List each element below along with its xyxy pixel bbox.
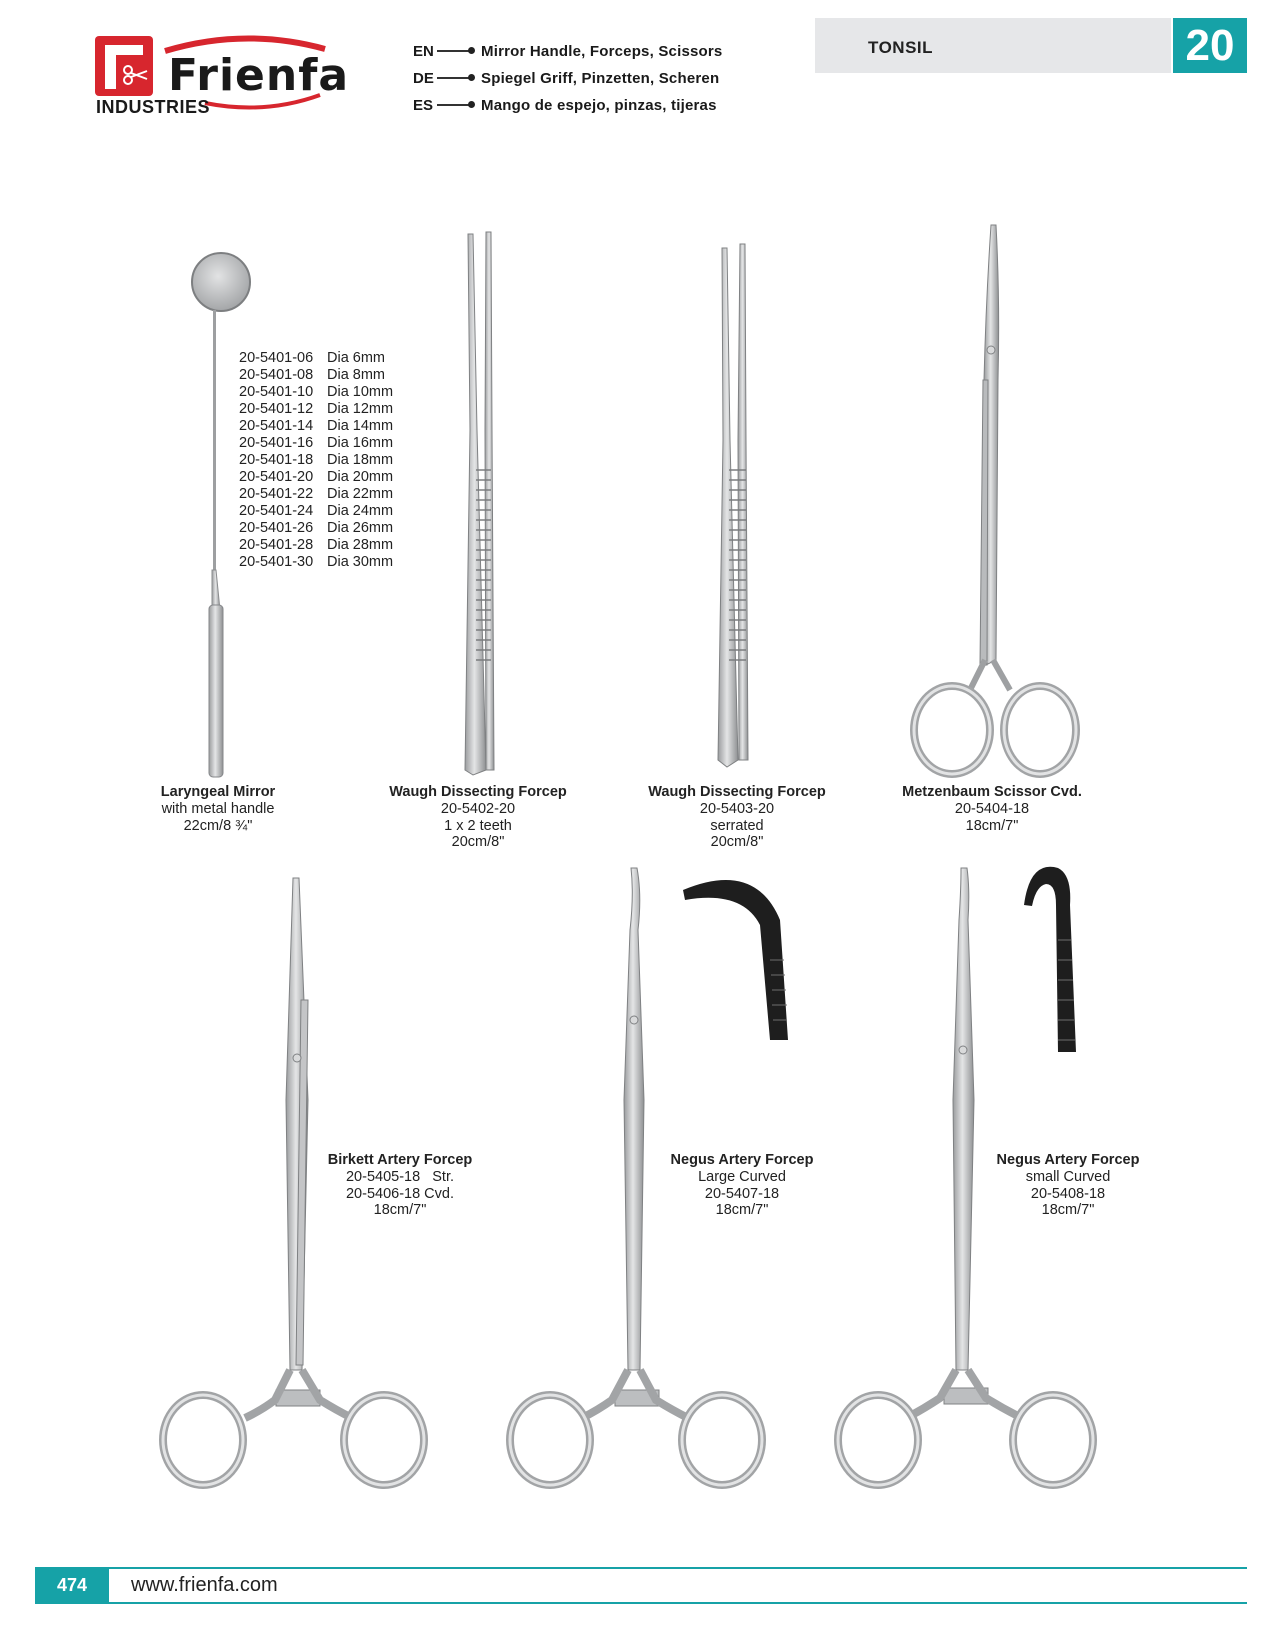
item-diameter: Dia 6mm bbox=[327, 350, 386, 366]
caption-waugh-forcep-teeth bbox=[358, 784, 598, 851]
item-code: 20-5401-20 bbox=[239, 469, 314, 485]
code-row bbox=[239, 384, 393, 401]
item-code: 20-5401-16 bbox=[239, 435, 314, 451]
item-diameter: Dia 8mm bbox=[327, 367, 386, 383]
item-diameter: Dia 24mm bbox=[327, 503, 394, 519]
code-row bbox=[239, 503, 393, 520]
product-detail: small Curved bbox=[1025, 1168, 1111, 1185]
language-description: Spiegel Griff, Pinzetten, Scheren bbox=[481, 69, 720, 87]
item-code: 20-5401-08 bbox=[239, 367, 314, 383]
section-title: TONSIL bbox=[868, 38, 934, 57]
brand-subtitle: INDUSTRIES bbox=[96, 97, 211, 117]
product-code: 20-5408-18 bbox=[1030, 1185, 1106, 1202]
item-diameter: Dia 22mm bbox=[327, 486, 394, 502]
language-description: Mirror Handle, Forceps, Scissors bbox=[481, 42, 723, 60]
product-detail: 22cm/8 ¾" bbox=[183, 817, 253, 834]
product-title: Negus Artery Forcep bbox=[996, 1152, 1140, 1168]
product-size: 18cm/7" bbox=[373, 1202, 427, 1219]
item-diameter: Dia 20mm bbox=[327, 469, 394, 485]
item-code: 20-5401-10 bbox=[239, 384, 314, 400]
item-code: 20-5401-24 bbox=[239, 503, 314, 519]
product-code: 20-5405-18 Str. bbox=[345, 1168, 454, 1185]
product-detail: Large Curved bbox=[698, 1168, 786, 1185]
item-diameter: Dia 30mm bbox=[327, 554, 394, 570]
code-row bbox=[239, 401, 393, 418]
product-size: 18cm/7" bbox=[1041, 1202, 1095, 1219]
code-row bbox=[239, 537, 393, 554]
footer-rule-bottom bbox=[35, 1602, 1247, 1604]
item-code: 20-5401-30 bbox=[239, 554, 314, 570]
product-code: 20-5407-18 bbox=[704, 1185, 780, 1202]
footer-rule-top bbox=[35, 1567, 1247, 1569]
caption-waugh-forcep-serrated bbox=[617, 784, 857, 851]
product-detail: 1 x 2 teeth bbox=[444, 817, 512, 834]
mirror-code-list bbox=[239, 350, 393, 571]
code-row bbox=[239, 520, 393, 537]
item-diameter: Dia 10mm bbox=[327, 384, 394, 400]
language-code: DE bbox=[413, 69, 434, 87]
item-code: 20-5401-22 bbox=[239, 486, 314, 502]
waugh-forcep-serrated-image bbox=[718, 244, 748, 767]
code-row bbox=[239, 469, 393, 486]
code-row bbox=[239, 350, 393, 367]
caption-negus-small bbox=[968, 1152, 1168, 1219]
code-row bbox=[239, 418, 393, 435]
code-row bbox=[239, 452, 393, 469]
product-code: 20-5406-18 Cvd. bbox=[345, 1185, 454, 1202]
product-size: 20cm/8" bbox=[710, 834, 764, 851]
waugh-forcep-teeth-image bbox=[465, 232, 494, 775]
product-title: Waugh Dissecting Forcep bbox=[389, 784, 567, 800]
caption-negus-large bbox=[642, 1152, 842, 1219]
item-diameter: Dia 16mm bbox=[327, 435, 394, 451]
caption-birkett-artery-forcep bbox=[300, 1152, 500, 1219]
product-code: 20-5402-20 bbox=[440, 800, 516, 817]
language-code: EN bbox=[413, 42, 434, 60]
product-size: 20cm/8" bbox=[451, 834, 505, 851]
item-code: 20-5401-28 bbox=[239, 537, 314, 553]
product-size: 18cm/7" bbox=[965, 817, 1019, 834]
product-code: 20-5403-20 bbox=[699, 800, 775, 817]
item-diameter: Dia 12mm bbox=[327, 401, 394, 417]
item-diameter: Dia 18mm bbox=[327, 452, 394, 468]
code-row bbox=[239, 367, 393, 384]
product-code: 20-5404-18 bbox=[954, 800, 1030, 817]
product-size: 18cm/7" bbox=[715, 1202, 769, 1219]
item-code: 20-5401-14 bbox=[239, 418, 314, 434]
language-code: ES bbox=[413, 96, 434, 114]
item-code: 20-5401-06 bbox=[239, 350, 314, 366]
product-detail: with metal handle bbox=[161, 800, 275, 817]
product-title: Birkett Artery Forcep bbox=[327, 1152, 473, 1168]
brand-name: Frienfa bbox=[168, 50, 350, 101]
product-title: Waugh Dissecting Forcep bbox=[648, 784, 826, 800]
product-detail: serrated bbox=[710, 817, 764, 834]
website-link[interactable]: www.frienfa.com bbox=[131, 1574, 278, 1596]
metzenbaum-scissor-image bbox=[914, 225, 1076, 774]
item-diameter: Dia 14mm bbox=[327, 418, 394, 434]
item-diameter: Dia 28mm bbox=[327, 537, 394, 553]
item-code: 20-5401-18 bbox=[239, 452, 314, 468]
product-title: Laryngeal Mirror bbox=[160, 784, 276, 800]
caption-laryngeal-mirror bbox=[118, 784, 318, 834]
code-row bbox=[239, 486, 393, 503]
language-description: Mango de espejo, pinzas, tijeras bbox=[481, 96, 717, 114]
product-title: Negus Artery Forcep bbox=[670, 1152, 814, 1168]
page-number: 474 bbox=[35, 1567, 109, 1604]
item-code: 20-5401-26 bbox=[239, 520, 314, 536]
code-row bbox=[239, 435, 393, 452]
item-diameter: Dia 26mm bbox=[327, 520, 394, 536]
code-row bbox=[239, 554, 393, 571]
section-number: 20 bbox=[1173, 18, 1247, 73]
item-code: 20-5401-12 bbox=[239, 401, 314, 417]
caption-metzenbaum-scissor bbox=[872, 784, 1112, 834]
product-title: Metzenbaum Scissor Cvd. bbox=[902, 784, 1082, 800]
